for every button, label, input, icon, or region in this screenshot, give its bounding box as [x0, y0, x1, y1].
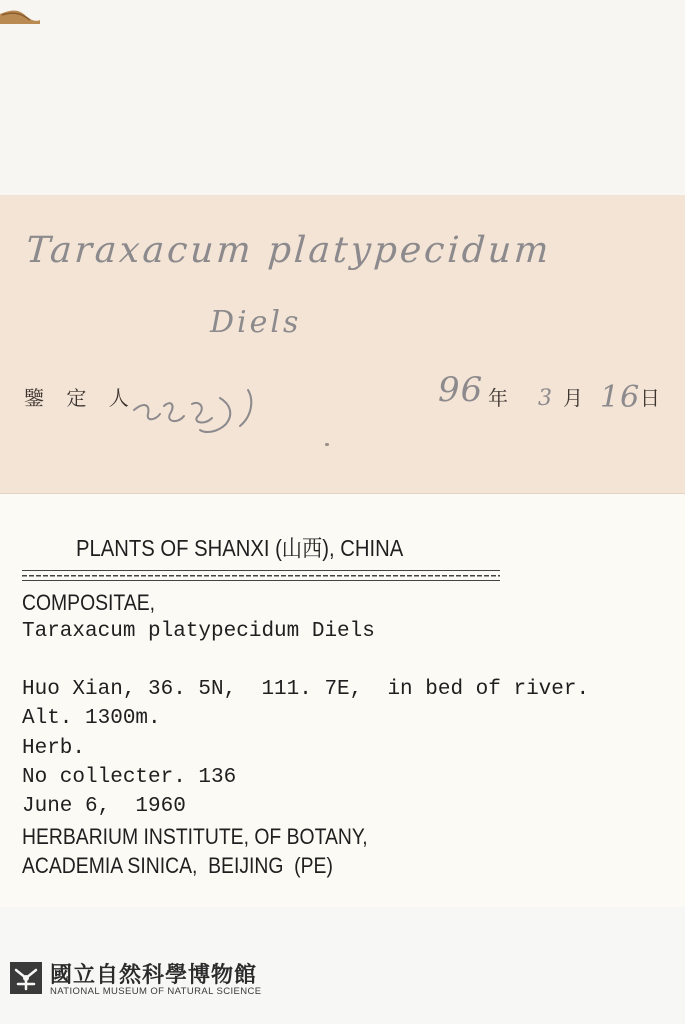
family-name: COMPOSITAE, — [22, 590, 156, 615]
collection-date: June 6, 1960 — [22, 795, 186, 818]
institution-line-1: HERBARIUM INSTITUTE, OF BOTANY, — [22, 824, 368, 849]
species-name: Taraxacum platypecidum Diels — [22, 620, 375, 643]
day-label: 日 — [640, 386, 660, 410]
handwritten-author: Diels — [210, 305, 302, 340]
collector-line: No collecter. 136 — [22, 766, 237, 789]
herbarium-sheet-top — [0, 0, 685, 195]
museum-logo-icon — [10, 962, 42, 994]
year-label: 年 — [488, 386, 508, 410]
plant-fragment — [0, 6, 40, 24]
month-label: 月 — [563, 386, 583, 410]
locality-line: Huo Xian, 36. 5N, 111. 7E, in bed of river. — [22, 678, 590, 701]
handwritten-taxon-name: Taraxacum platypecidum — [24, 230, 553, 271]
double-rule-divider — [22, 570, 500, 581]
museum-name-chinese: 國立自然科學博物館 — [50, 963, 258, 988]
determiner-label: 鑒 定 人 — [24, 386, 137, 410]
habit-line: Herb. — [22, 737, 86, 760]
institution-line-2: ACADEMIA SINICA, BEIJING (PE) — [22, 853, 333, 878]
label-heading: PLANTS OF SHANXI (山西), CHINA — [76, 535, 404, 561]
museum-name-english: NATIONAL MUSEUM OF NATURAL SCIENCE — [50, 986, 262, 997]
determination-year-value: 96 — [438, 370, 484, 410]
determination-day-value: 16 — [600, 380, 641, 415]
determination-month-value: 3 — [538, 386, 553, 411]
altitude-line: Alt. 1300m. — [22, 707, 161, 730]
paper-speck — [325, 443, 329, 446]
determiner-signature — [130, 380, 270, 440]
